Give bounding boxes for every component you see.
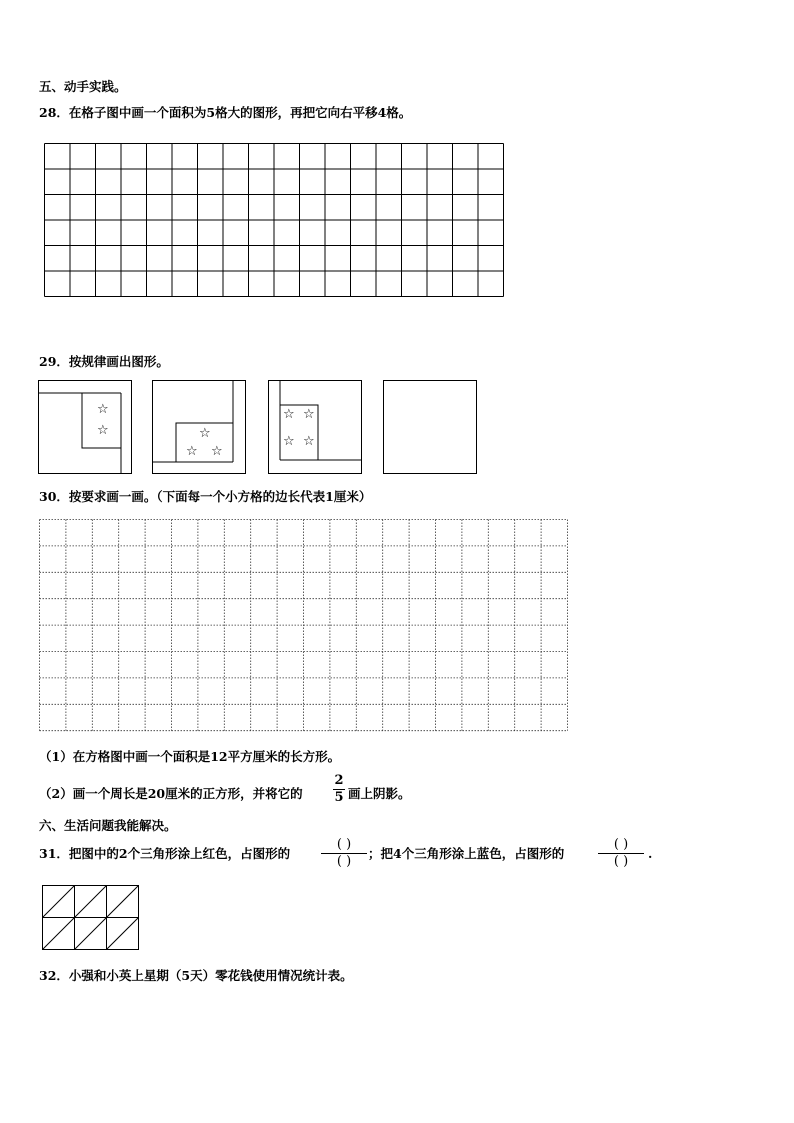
grid-28[interactable] [44, 143, 506, 298]
question-30-sub-1: （1）在方格图中画一个面积是12平方厘米的长方形。 [39, 749, 341, 764]
section-six-title: 六、生活问题我能解决。 [39, 818, 177, 833]
fraction-two-fifths [333, 774, 345, 805]
star-icon: ☆ [97, 402, 109, 417]
blank-numerator[interactable]: ( ) [613, 837, 629, 852]
star-icon: ☆ [186, 444, 198, 459]
blank-denominator[interactable]: ( ) [613, 854, 629, 869]
blank-denominator[interactable]: ( ) [336, 854, 352, 869]
answer-fraction-blank-2[interactable] [598, 838, 644, 869]
star-icon: ☆ [199, 426, 211, 441]
question-30-sub-2-text: （2）画一个周长是20厘米的正方形，并将它的 [39, 786, 303, 801]
star-icon: ☆ [303, 407, 315, 422]
pattern-box-1 [38, 380, 133, 475]
star-icon: ☆ [283, 434, 295, 449]
question-30-text: 30．按要求画一画。（下面每一个小方格的边长代表1厘米） [39, 489, 372, 504]
star-icon: ☆ [211, 444, 223, 459]
question-30-sub-2-end: 画上阴影。 [348, 786, 411, 801]
star-icon: ☆ [283, 407, 295, 422]
section-five-title: 五、动手实践。 [39, 79, 127, 94]
pattern-box-3 [268, 380, 363, 475]
star-icon: ☆ [303, 434, 315, 449]
blank-numerator[interactable]: ( ) [336, 837, 352, 852]
fraction-numerator: 2 [334, 773, 344, 788]
answer-fraction-blank-1[interactable] [321, 838, 367, 869]
question-32-text: 32．小强和小英上星期（5天）零花钱使用情况统计表。 [39, 968, 353, 983]
dotted-grid-30[interactable] [39, 519, 569, 732]
question-29-text: 29．按规律画出图形。 [39, 354, 169, 369]
pattern-box-answer[interactable] [383, 380, 478, 475]
triangle-grid-figure[interactable] [42, 885, 140, 951]
question-31-text-part1: 31．把图中的2个三角形涂上红色，占图形的 [39, 846, 291, 861]
question-31-end: . [648, 846, 653, 861]
fraction-denominator: 5 [334, 790, 344, 805]
question-31-text-part2: ；把4个三角形涂上蓝色，占图形的 [368, 846, 565, 861]
star-icon: ☆ [97, 423, 109, 438]
question-28-text: 28．在格子图中画一个面积为5格大的图形，再把它向右平移4格。 [39, 105, 412, 120]
